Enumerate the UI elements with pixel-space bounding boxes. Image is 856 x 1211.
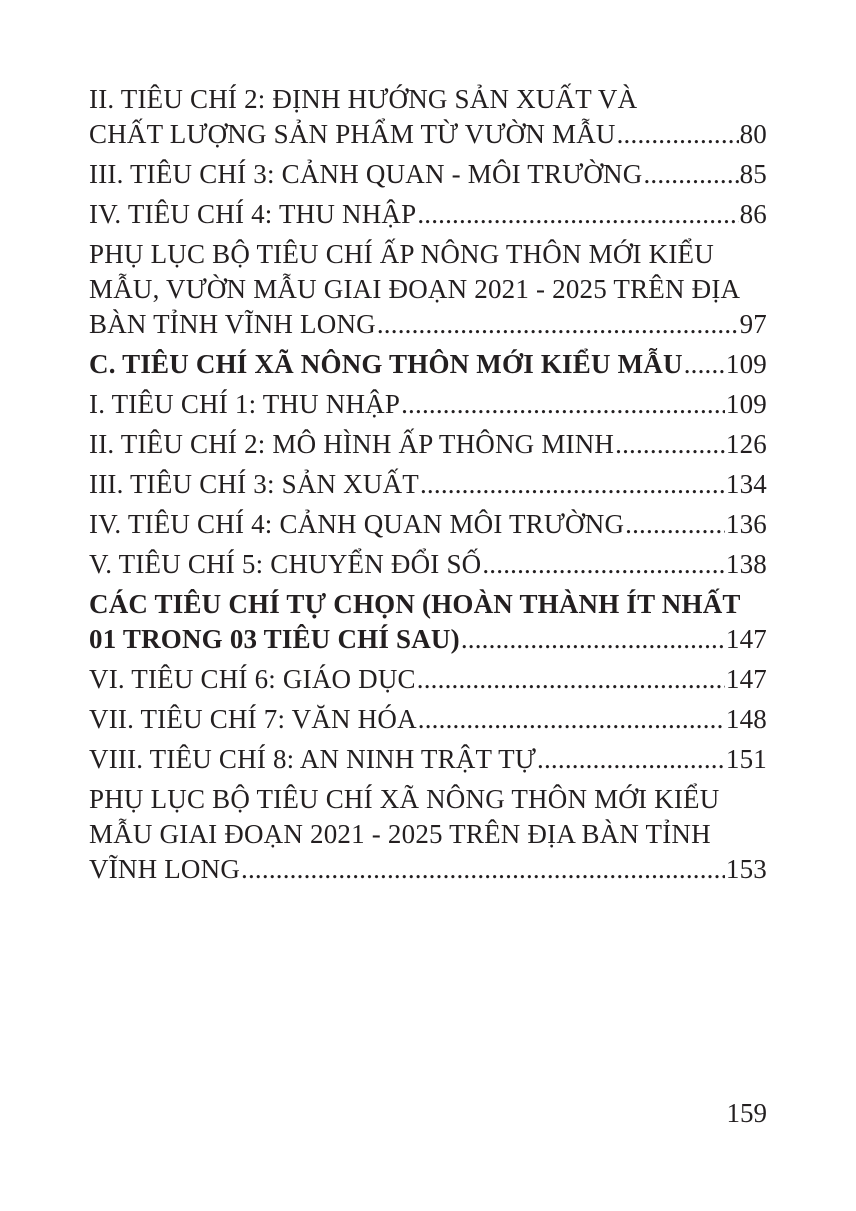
toc-entry-leader-row: [89, 467, 767, 502]
toc-entry: [89, 427, 767, 462]
toc-entry-page: 109: [725, 389, 767, 419]
toc-entry-leader-row: [89, 742, 767, 777]
dot-leader: [625, 507, 725, 542]
toc-entry-title-line: IV. TIÊU CHÍ 4: THU NHẬP: [89, 199, 417, 229]
table-of-contents: [89, 82, 767, 892]
toc-entry-title-line: III. TIÊU CHÍ 3: SẢN XUẤT: [89, 469, 419, 499]
toc-entry-title-line: PHỤ LỤC BỘ TIÊU CHÍ ẤP NÔNG THÔN MỚI KIỂU: [89, 239, 714, 269]
toc-entry-page: 138: [725, 549, 767, 579]
toc-entry-leader-row: [89, 622, 767, 657]
toc-entry-title-line: II. TIÊU CHÍ 2: ĐỊNH HƯỚNG SẢN XUẤT VÀ: [89, 84, 638, 114]
toc-entry-title-line: MẪU GIAI ĐOẠN 2021 - 2025 TRÊN ĐỊA BÀN TỈNH: [89, 819, 711, 849]
toc-entry-title-line: CHẤT LƯỢNG SẢN PHẨM TỪ VƯỜN MẪU: [89, 119, 616, 149]
toc-entry-title-line: BÀN TỈNH VĨNH LONG: [89, 309, 376, 339]
toc-entry-page: 148: [725, 704, 767, 734]
toc-entry-title-line: IV. TIÊU CHÍ 4: CẢNH QUAN MÔI TRƯỜNG: [89, 509, 625, 539]
toc-entry-title-line: VĨNH LONG: [89, 854, 241, 884]
toc-entry-leader-row: [89, 507, 767, 542]
toc-entry-title-line: VII. TIÊU CHÍ 7: VĂN HÓA: [89, 704, 417, 734]
toc-entry: [89, 387, 767, 422]
dot-leader: [420, 467, 725, 502]
toc-entry-leader-row: [89, 347, 767, 382]
dot-leader: [537, 742, 725, 777]
toc-entry-title-line: 01 TRONG 03 TIÊU CHÍ SAU): [89, 624, 460, 654]
toc-entry-leader-row: [89, 387, 767, 422]
dot-leader: [241, 852, 725, 887]
dot-leader: [643, 157, 738, 192]
toc-entry-page: 147: [725, 624, 767, 654]
toc-entry: [89, 157, 767, 192]
toc-entry-page: 97: [739, 309, 767, 339]
toc-entry-title-line: V. TIÊU CHÍ 5: CHUYỂN ĐỔI SỐ: [89, 549, 482, 579]
toc-entry-leader-row: [89, 852, 767, 887]
dot-leader: [482, 547, 725, 582]
toc-entry-leader-row: [89, 117, 767, 152]
toc-entry-page: 147: [725, 664, 767, 694]
dot-leader: [417, 197, 738, 232]
toc-entry-leader-row: [89, 197, 767, 232]
toc-entry: [89, 82, 767, 152]
toc-entry: [89, 347, 767, 382]
toc-entry: [89, 587, 767, 657]
toc-entry: [89, 662, 767, 697]
toc-entry: [89, 507, 767, 542]
toc-entry-title-line: I. TIÊU CHÍ 1: THU NHẬP: [89, 389, 401, 419]
toc-entry: [89, 467, 767, 502]
toc-entry: [89, 547, 767, 582]
toc-entry-page: 86: [739, 199, 767, 229]
dot-leader: [617, 117, 739, 152]
toc-entry-title-line: VI. TIÊU CHÍ 6: GIÁO DỤC: [89, 664, 416, 694]
toc-entry-page: 153: [725, 854, 767, 884]
toc-entry-title-line: PHỤ LỤC BỘ TIÊU CHÍ XÃ NÔNG THÔN MỚI KIỂU: [89, 784, 720, 814]
toc-entry: [89, 782, 767, 887]
toc-entry-title-line: II. TIÊU CHÍ 2: MÔ HÌNH ẤP THÔNG MINH: [89, 429, 615, 459]
toc-entry-title-line: MẪU, VƯỜN MẪU GIAI ĐOẠN 2021 - 2025 TRÊN ĐỊA: [89, 274, 741, 304]
dot-leader: [401, 387, 725, 422]
toc-entry-page: 126: [725, 429, 767, 459]
toc-entry-leader-row: [89, 547, 767, 582]
toc-entry-title-line: C. TIÊU CHÍ XÃ NÔNG THÔN MỚI KIỂU MẪU: [89, 349, 683, 379]
toc-entry-leader-row: [89, 702, 767, 737]
dot-leader: [615, 427, 725, 462]
page-number: 159: [726, 1098, 767, 1128]
dot-leader: [418, 702, 725, 737]
toc-entry: [89, 197, 767, 232]
dot-leader: [377, 307, 739, 342]
toc-entry-page: 134: [725, 469, 767, 499]
toc-entry-leader-row: [89, 157, 767, 192]
toc-entry: [89, 742, 767, 777]
toc-entry: [89, 702, 767, 737]
toc-entry-page: 109: [725, 349, 767, 379]
toc-entry-title-line: III. TIÊU CHÍ 3: CẢNH QUAN - MÔI TRƯỜNG: [89, 159, 643, 189]
toc-entry-title-line: VIII. TIÊU CHÍ 8: AN NINH TRẬT TỰ: [89, 744, 537, 774]
toc-entry-leader-row: [89, 307, 767, 342]
dot-leader: [461, 622, 725, 657]
toc-entry: [89, 237, 767, 342]
toc-entry-page: 136: [725, 509, 767, 539]
toc-entry-page: 85: [739, 159, 767, 189]
dot-leader: [684, 347, 725, 382]
toc-entry-leader-row: [89, 662, 767, 697]
dot-leader: [417, 662, 725, 697]
toc-entry-title-line: CÁC TIÊU CHÍ TỰ CHỌN (HOÀN THÀNH ÍT NHẤT: [89, 589, 741, 619]
toc-entry-page: 80: [739, 119, 767, 149]
toc-entry-page: 151: [725, 744, 767, 774]
toc-entry-leader-row: [89, 427, 767, 462]
